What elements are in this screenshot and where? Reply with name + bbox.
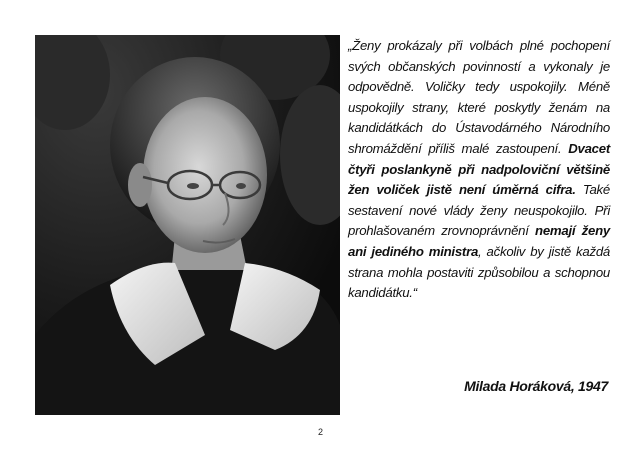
quote-bold-1: Dvacet čtyři poslankyně při nadpoloviční většině žen voliček jistě není úměrná cifra. <box>348 140 610 198</box>
quote-part-3: , ačkoliv by jistě každá strana mohla postaviti způsobilou a schopnou kandidátku.“ <box>348 243 610 301</box>
quote-text <box>348 36 610 304</box>
portrait-photo <box>35 35 340 415</box>
quote-attribution: Milada Horáková, 1947 <box>464 378 608 394</box>
quote-bold-2: nemají ženy ani jediného ministra <box>348 223 610 259</box>
quote-part-2: Také sestavení nové vlády ženy neuspokojilo. Při prohlašovaném zrovnoprávnění <box>348 182 610 239</box>
page-number: 2 <box>317 427 323 437</box>
quote-part-1: „Ženy prokázaly při volbách plné pochopení svých občanských povinností a vykonaly je odpovědně. Voličky tedy uspokojily. Méně uspokojily strany, které poskytly ženám na kandidátkách do Ústavodárného Národního shromáždění příliš malé zastoupení. <box>348 38 610 156</box>
